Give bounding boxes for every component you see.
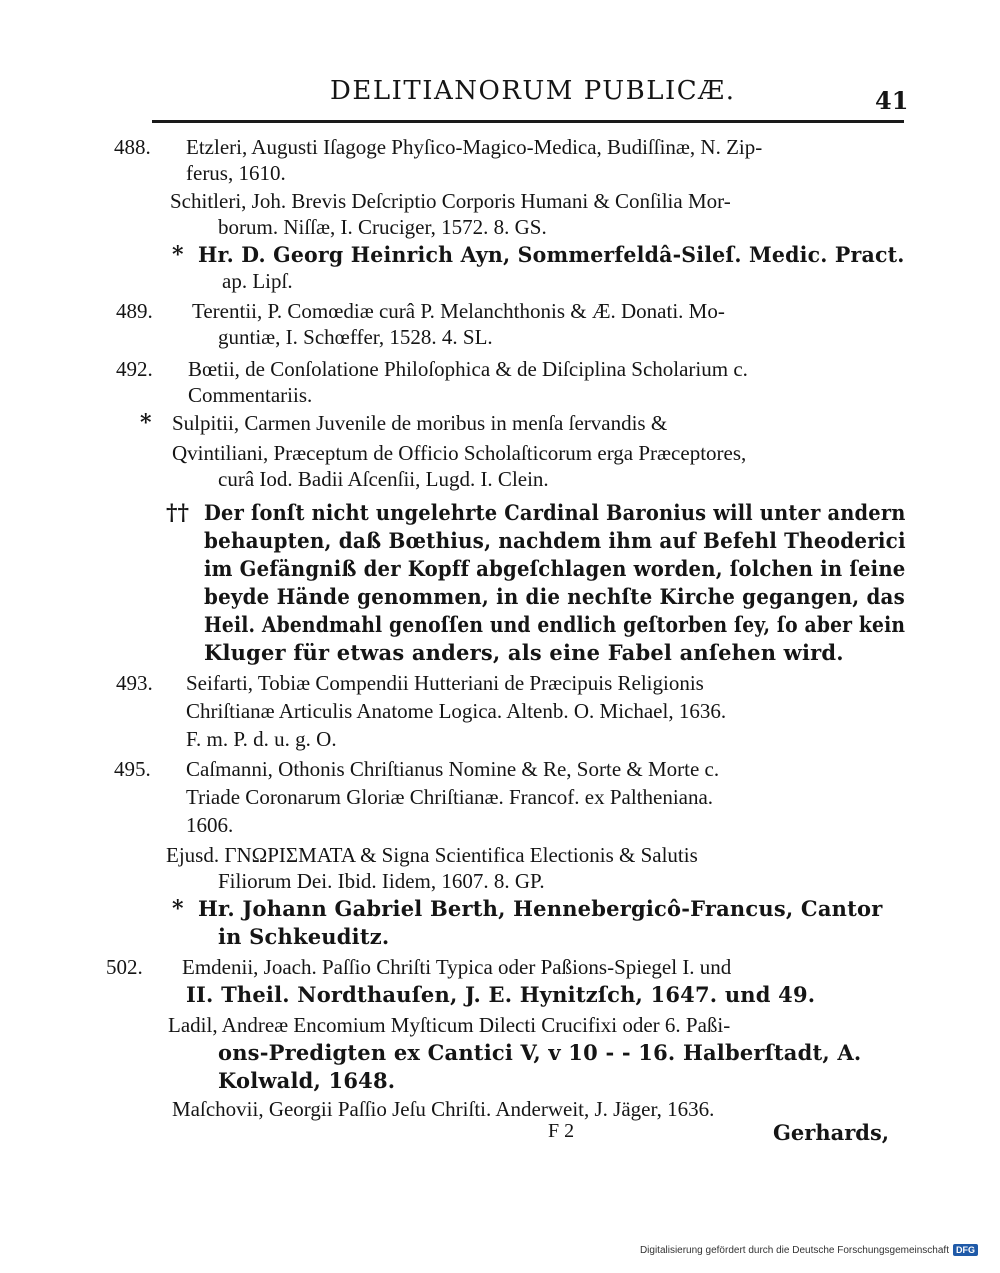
entry-line: ferus, 1610. (186, 161, 286, 185)
entry-line: in Schkeuditz. (218, 924, 390, 949)
footer-text: Digitalisierung gefördert durch die Deutsche Forschungsgemeinschaft (639, 1244, 949, 1256)
entry-line: Der ſonſt nicht ungelehrte Cardinal Baronius will unter andern (204, 500, 906, 525)
entry-line: Hr. Johann Gabriel Berth, Hennebergicô-Francus, Cantor (198, 896, 883, 921)
entry-line: F. m. P. d. u. g. O. (186, 727, 337, 751)
footer-credit (640, 1244, 978, 1256)
entry-line: Etzleri, Augusti Iſagoge Phyſico-Magico-Medica, Budiſſinæ, N. Zip- (186, 135, 763, 159)
entry-line: Commentariis. (188, 383, 313, 407)
entry-line: Emdenii, Joach. Paſſio Chriſti Typica oder Paßions-Spiegel I. und (182, 955, 732, 979)
dfg-logo-icon: DFG (953, 1244, 978, 1256)
entry-line: curâ Iod. Badii Aſcenſii, Lugd. I. Clein. (218, 467, 549, 491)
entry-line: Triade Coronarum Gloriæ Chriſtianæ. Francof. ex Paltheniana. (186, 785, 714, 809)
asterisk-mark: * (172, 896, 184, 922)
entry-line: borum. Niſſæ, I. Cruciger, 1572. 8. GS. (218, 215, 547, 239)
entry-line: Kluger für etwas anders, als eine Fabel anſehen wird. (204, 640, 844, 665)
entry-number: 489. (116, 299, 153, 323)
entry-number: 495. (114, 757, 151, 781)
entry-line: beyde Hände genommen, in die nechſte Kirche gegangen, das (204, 584, 905, 609)
entry-line: Bœtii, de Conſolatione Philoſophica & de Diſciplina Scholarium c. (188, 357, 748, 381)
entry-number: 488. (114, 135, 151, 159)
entry-line: Hr. D. Georg Heinrich Ayn, Sommerfeldâ-Sileſ. Medic. Pract. (198, 242, 905, 267)
entry-line: im Gefängniß der Kopff abgeſchlagen worden, ſolchen in ſeine (204, 556, 906, 581)
entry-line: Seifarti, Tobiæ Compendii Hutteriani de Præcipuis Religionis (186, 671, 704, 695)
entry-number: 492. (116, 357, 153, 381)
entry-line: Sulpitii, Carmen Juvenile de moribus in menſa ſervandis & (172, 411, 668, 435)
entry-line: behaupten, daß Bœthius, nachdem ihm auf Befehl Theoderici (204, 528, 906, 553)
asterisk-mark: * (172, 242, 184, 268)
entry-line: ap. Lipſ. (222, 269, 293, 293)
entry-line: Ejusd. ΓΝΩΡΙΣΜΑΤΑ & Signa Scientifica Electionis & Salutis (166, 843, 698, 867)
catchword: Gerhards, (773, 1120, 890, 1145)
entry-line: II. Theil. Nordthauſen, J. E. Hynitzſch, 1647. und 49. (186, 982, 816, 1007)
page-header (0, 74, 1000, 114)
asterisk-mark: * (140, 410, 152, 436)
entry-line: Kolwald, 1648. (218, 1068, 396, 1093)
entry-line: Caſmanni, Othonis Chriſtianus Nomine & Re, Sorte & Morte c. (186, 757, 720, 781)
entry-line: Terentii, P. Comœdiæ curâ P. Melanchthonis & Æ. Donati. Mo- (192, 299, 725, 323)
header-rule (152, 120, 904, 123)
entry-line: Ladil, Andreæ Encomium Myſticum Dilecti Crucifixi oder 6. Paßi- (168, 1013, 731, 1037)
entry-line: Heil. Abendmahl genoſſen und endlich geſtorben ſey, ſo aber kein (204, 612, 906, 637)
signature-mark: F 2 (548, 1120, 575, 1142)
entry-line: Filiorum Dei. Ibid. Iidem, 1607. 8. GP. (218, 869, 545, 893)
entry-line: Schitleri, Joh. Brevis Deſcriptio Corporis Humani & Conſilia Mor- (170, 189, 731, 213)
entry-number: 502. (106, 955, 143, 979)
entry-line: Qvintiliani, Præceptum de Officio Scholaſticorum erga Præceptores, (172, 441, 747, 465)
page-number: 41 (875, 86, 909, 115)
entry-line: ons-Predigten ex Cantici V, v 10 - - 16. Halberſtadt, A. (218, 1040, 862, 1065)
entry-number: 493. (116, 671, 153, 695)
entry-line: 1606. (186, 813, 234, 837)
entry-line: guntiæ, I. Schœffer, 1528. 4. SL. (218, 325, 493, 349)
running-title: DELITIANORUM PUBLICÆ. (330, 76, 736, 106)
entry-line: Chriſtianæ Articulis Anatome Logica. Altenb. O. Michael, 1636. (186, 699, 727, 723)
double-dagger-mark: †† (166, 500, 190, 526)
entry-line: Maſchovii, Georgii Paſſio Jeſu Chriſti. Anderweit, J. Jäger, 1636. (172, 1097, 715, 1121)
